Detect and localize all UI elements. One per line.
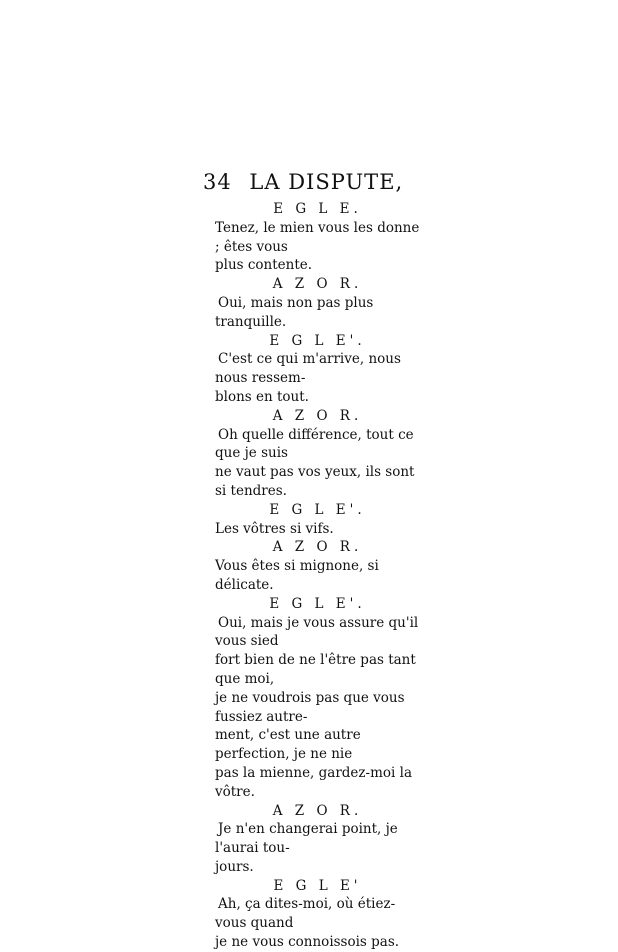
speaker-name: E G L E'. xyxy=(269,332,366,349)
speaker-name: A Z O R. xyxy=(272,539,363,556)
speaker-name: E G L E'. xyxy=(269,595,366,612)
speech-line: je ne vous connoissois pas. xyxy=(215,934,400,951)
speech-line: ne vaut pas vos yeux, ils sont si tendres. xyxy=(215,464,415,499)
speech-line: Je n'en changerai point, je l'aurai tou- xyxy=(215,821,398,857)
speech-line: Les vôtres si vifs. xyxy=(215,520,334,537)
speaker-name: A Z O R. xyxy=(272,407,363,424)
speech-line: Oui, mais je vous assure qu'il vous sied xyxy=(215,614,419,650)
speech-line: je ne voudrois pas que vous fussiez autre- xyxy=(215,689,405,725)
speaker-name: A Z O R. xyxy=(272,276,363,293)
speech-line: Oh quelle différence, tout ce que je suis xyxy=(215,426,414,462)
dialogue-text xyxy=(215,200,420,952)
speaker-name: A Z O R. xyxy=(272,802,363,819)
speech-line: Ah, ça dites-moi, où étiez-vous quand xyxy=(215,896,396,932)
speech-line: fort bien de ne l'être pas tant que moi, xyxy=(215,652,416,687)
speech-line: Vous êtes si mignone, si délicate. xyxy=(215,558,379,593)
speech-line: C'est ce qui m'arrive, nous nous ressem- xyxy=(215,351,401,387)
speech-line: ment, c'est une autre perfection, je ne nie xyxy=(215,727,361,763)
page-header xyxy=(203,170,423,194)
page-number: 34 xyxy=(203,170,232,194)
running-title: LA DISPUTE, xyxy=(249,170,404,194)
speaker-name: E G L E'. xyxy=(269,501,366,518)
speech-line: Oui, mais non pas plus tranquille. xyxy=(215,294,374,330)
speaker-name: E G L E. xyxy=(273,201,362,217)
speech-line: Tenez, le mien vous les donne ; êtes vous xyxy=(215,219,420,255)
speech-line: blons en tout. xyxy=(215,388,309,405)
speaker-name: E G L E' xyxy=(273,877,362,894)
speech-line: jours. xyxy=(215,858,254,875)
speech-line: pas la mienne, gardez-moi la vôtre. xyxy=(215,764,412,800)
speech-line: plus contente. xyxy=(215,257,313,274)
